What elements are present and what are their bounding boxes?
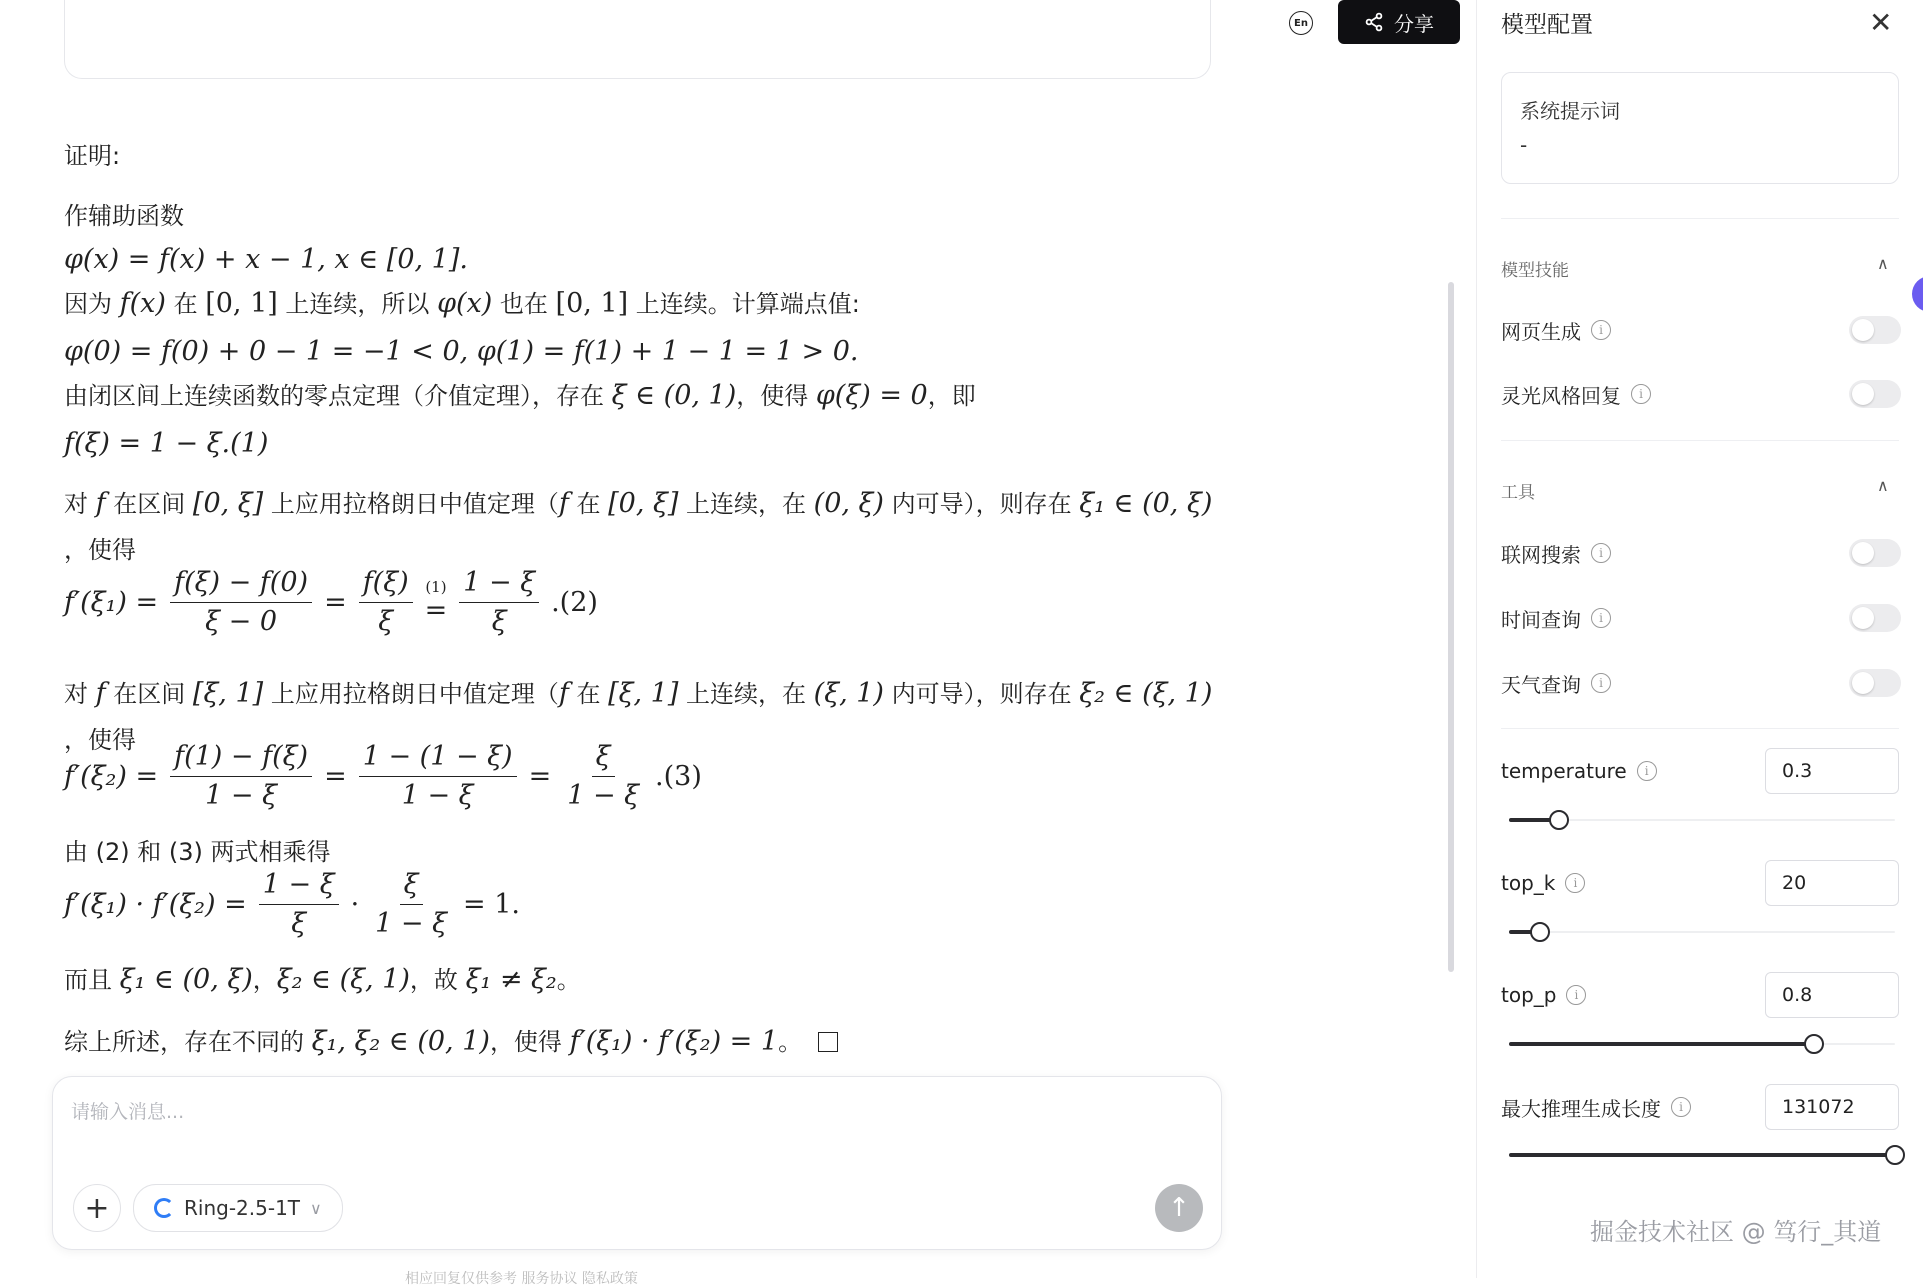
math: f (95, 678, 106, 709)
text: 内可导），则存在 (883, 680, 1080, 708)
fraction (170, 566, 312, 639)
text: 上连续，所以 (277, 290, 438, 318)
equation-3 (64, 740, 702, 813)
model-logo-icon (154, 1198, 174, 1218)
skill-toggle[interactable] (1849, 316, 1901, 344)
dot-operator: · (350, 888, 360, 920)
watermark: 掘金技术社区 @ 笃行_其道 (1590, 1218, 1882, 1246)
numerator: 1 − (1 − ξ) (359, 740, 517, 777)
math: [0, ξ] (608, 488, 679, 519)
text: 。 (778, 1028, 803, 1056)
multiply-line: 由 (2) 和 (3) 两式相乘得 (64, 838, 331, 866)
fraction (359, 566, 413, 639)
eq2-tag: .(2) (551, 586, 598, 618)
fraction (359, 740, 517, 813)
attach-button[interactable] (73, 1184, 121, 1232)
math: ξ₁ ∈ (0, ξ) (1079, 488, 1213, 519)
text: 上应用拉格朗日中值定理（ (263, 490, 559, 518)
fraction (371, 868, 451, 941)
chevron-up-icon[interactable]: ∧ (1877, 254, 1889, 273)
math: f (95, 488, 106, 519)
model-config-panel (1476, 0, 1923, 1278)
equals: = (424, 594, 448, 626)
math: f(x) (119, 288, 166, 319)
qed-square-icon (818, 1032, 838, 1052)
disclaimer-footnote: 相应回复仅供参考 服务协议 隐私政策 (405, 1271, 638, 1287)
math: ξ₁, ξ₂ ∈ (0, 1) (311, 1026, 490, 1057)
math: (0, ξ) (813, 488, 884, 519)
math: ξ₁ ≠ ξ₂ (465, 964, 557, 995)
model-selector[interactable] (133, 1184, 343, 1232)
skill-row (1501, 377, 1901, 411)
slider-thumb[interactable] (1530, 922, 1550, 942)
math: f (558, 488, 569, 519)
plus-icon: + (84, 1190, 110, 1226)
info-icon[interactable]: i (1671, 1097, 1691, 1117)
tool-row (1501, 601, 1901, 635)
mvt2-line (64, 678, 1212, 710)
conclusion-line (64, 1026, 838, 1058)
skill-row (1501, 313, 1901, 347)
eq3-tag: .(3) (655, 760, 702, 792)
equals: = (324, 760, 347, 792)
math: ξ₂ ∈ (ξ, 1) (1079, 678, 1213, 709)
numerator: 1 − ξ (259, 868, 339, 905)
slider-thumb[interactable] (1549, 810, 1569, 830)
text: 也在 (492, 290, 556, 318)
denominator: 1 − ξ (567, 780, 640, 811)
chat-scrollbar[interactable] (1448, 282, 1454, 972)
arrow-up-icon: ↑ (1168, 1193, 1190, 1223)
text: ，使得 (489, 1028, 570, 1056)
top-p-slider[interactable] (1509, 1034, 1895, 1054)
text: 综上所述，存在不同的 (64, 1028, 312, 1056)
equals: = (324, 586, 347, 618)
math: [0, ξ] (192, 488, 264, 519)
math: (ξ, 1) (813, 678, 884, 709)
text: 在区间 (105, 680, 193, 708)
previous-message-card (64, 0, 1211, 79)
aux-definition: φ(x) = f(x) + x − 1, x ∈ [0, 1]. (64, 244, 468, 275)
math: ξ ∈ (0, 1) (611, 380, 737, 411)
param-label: temperature (1501, 759, 1627, 783)
close-icon[interactable]: ✕ (1869, 6, 1893, 39)
math: ξ₂ ∈ (ξ, 1) (276, 964, 410, 995)
ivt-line (64, 380, 976, 412)
info-icon[interactable]: i (1591, 673, 1611, 693)
text: 上连续，在 (678, 490, 814, 518)
equation-tag: (1) (425, 577, 447, 596)
fraction (459, 566, 539, 639)
slider-fill (1509, 1042, 1814, 1046)
equation-4 (64, 868, 520, 941)
message-input[interactable]: 请输入消息... (71, 1101, 185, 1123)
info-icon[interactable]: i (1591, 608, 1611, 628)
numerator: ξ (592, 740, 615, 777)
tool-toggle[interactable] (1849, 539, 1901, 567)
text: 在 (568, 490, 609, 518)
divider (1501, 440, 1899, 441)
text: ，故 (409, 966, 466, 994)
slider-fill (1509, 1153, 1895, 1157)
math: f′(ξ₁) · f′(ξ₂) = 1 (569, 1026, 779, 1057)
eq4-result: = 1. (463, 888, 520, 920)
text: 对 (64, 490, 96, 518)
continuity-line (64, 288, 860, 320)
math: [ξ, 1] (608, 678, 679, 709)
text: 而且 (64, 966, 120, 994)
denominator: 1 − ξ (375, 908, 448, 939)
text: 在区间 (105, 490, 193, 518)
text: 。 (556, 966, 581, 994)
equals: = (528, 760, 552, 792)
language-toggle-button[interactable] (1282, 4, 1320, 42)
proof-title: 证明: (64, 142, 121, 170)
tagged-equals (425, 579, 448, 627)
aux-heading: 作辅助函数 (64, 202, 184, 230)
max-length-slider[interactable] (1509, 1145, 1895, 1165)
tool-label: 联网搜索 (1501, 542, 1581, 567)
param-label: top_p (1501, 983, 1557, 1007)
denominator: ξ − 0 (205, 606, 277, 637)
numerator: f(ξ) − f(0) (170, 566, 312, 603)
system-prompt-box[interactable] (1501, 72, 1899, 184)
slider-thumb[interactable] (1885, 1145, 1905, 1165)
text: ， (252, 966, 277, 994)
divider (1501, 218, 1899, 219)
system-prompt-label: 系统提示词 (1520, 99, 1620, 123)
math: [ξ, 1] (192, 678, 264, 709)
math: f (558, 678, 569, 709)
eq4-lhs: f′(ξ₁) · f′(ξ₂) = (64, 888, 247, 920)
param-label: top_k (1501, 871, 1556, 895)
skill-toggle[interactable] (1849, 380, 1901, 408)
text: 在 (568, 680, 609, 708)
eq3-lhs: f′(ξ₂) = (64, 760, 159, 792)
chevron-down-icon: ∨ (310, 1198, 322, 1218)
mvt2-continuation: ，使得 (64, 726, 136, 754)
denominator: ξ (378, 606, 394, 637)
text: 由闭区间上连续函数的零点定理（介值定理），存在 (64, 382, 612, 410)
math: [0, 1] (205, 288, 278, 319)
message-composer (52, 1076, 1222, 1250)
tool-label: 天气查询 (1501, 672, 1581, 697)
math: ξ₁ ∈ (0, ξ) (119, 964, 253, 995)
info-icon[interactable]: i (1631, 384, 1651, 404)
text: 上连续，在 (678, 680, 814, 708)
equation-1: f(ξ) = 1 − ξ.(1) (64, 428, 269, 459)
eq2-lhs: f′(ξ₁) = (64, 586, 159, 618)
top-p-input[interactable]: 0.8 (1765, 972, 1899, 1018)
text: 对 (64, 680, 96, 708)
share-icon (1364, 12, 1384, 32)
distinct-line (64, 964, 581, 996)
text: 内可导），则存在 (883, 490, 1080, 518)
numerator: f(ξ) (359, 566, 413, 603)
denominator: ξ (291, 908, 307, 939)
top-k-input[interactable]: 20 (1765, 860, 1899, 906)
tool-row (1501, 666, 1901, 700)
math: φ(x) (437, 288, 493, 319)
temperature-slider[interactable] (1509, 810, 1895, 830)
param-label: 最大推理生成长度 (1501, 1096, 1661, 1121)
text: 因为 (64, 290, 120, 318)
tools-heading: 工具 (1501, 483, 1535, 503)
temperature-input[interactable]: 0.3 (1765, 748, 1899, 794)
denominator: 1 − ξ (205, 780, 277, 811)
chevron-up-icon[interactable]: ∧ (1877, 476, 1889, 495)
tool-toggle[interactable] (1849, 669, 1901, 697)
skill-label: 网页生成 (1501, 319, 1581, 344)
text: ，使得 (736, 382, 816, 410)
system-prompt-value: - (1520, 133, 1528, 157)
fraction (170, 740, 312, 813)
top-k-slider[interactable] (1509, 922, 1895, 942)
skills-heading: 模型技能 (1501, 261, 1569, 281)
tool-row (1501, 536, 1901, 570)
endpoint-values: φ(0) = f(0) + 0 − 1 = −1 < 0, φ(1) = f(1) + 1 − 1 = 1 > 0. (64, 336, 859, 367)
tool-label: 时间查询 (1501, 607, 1581, 632)
fraction (563, 740, 643, 813)
info-icon[interactable]: i (1566, 985, 1586, 1005)
panel-title: 模型配置 (1501, 12, 1593, 38)
skill-label: 灵光风格回复 (1501, 383, 1621, 408)
slider-track (1509, 931, 1895, 933)
info-icon[interactable]: i (1591, 320, 1611, 340)
text: ，即 (927, 382, 976, 410)
numerator: f(1) − f(ξ) (170, 740, 312, 777)
math: [0, 1] (555, 288, 629, 319)
model-name: Ring-2.5-1T (184, 1196, 301, 1220)
mvt1-line (64, 488, 1212, 520)
equation-2 (64, 566, 598, 639)
mvt1-continuation: ，使得 (64, 536, 136, 564)
fraction (259, 868, 339, 941)
info-icon[interactable]: i (1637, 761, 1657, 781)
text: 上连续。计算端点值: (628, 290, 860, 318)
language-icon: En (1289, 11, 1313, 35)
math: φ(ξ) = 0 (815, 380, 928, 411)
numerator: ξ (400, 868, 423, 905)
slider-thumb[interactable] (1804, 1034, 1824, 1054)
info-icon[interactable]: i (1591, 543, 1611, 563)
denominator: 1 − ξ (401, 780, 474, 811)
send-button[interactable] (1155, 1184, 1203, 1232)
divider (1501, 728, 1899, 729)
share-button[interactable] (1338, 0, 1460, 44)
info-icon[interactable]: i (1565, 873, 1585, 893)
tool-toggle[interactable] (1849, 604, 1901, 632)
denominator: ξ (491, 606, 507, 637)
share-label: 分享 (1394, 11, 1434, 36)
max-length-input[interactable]: 131072 (1765, 1084, 1899, 1130)
text: 在 (165, 290, 206, 318)
text: 上应用拉格朗日中值定理（ (263, 680, 559, 708)
numerator: 1 − ξ (459, 566, 539, 603)
